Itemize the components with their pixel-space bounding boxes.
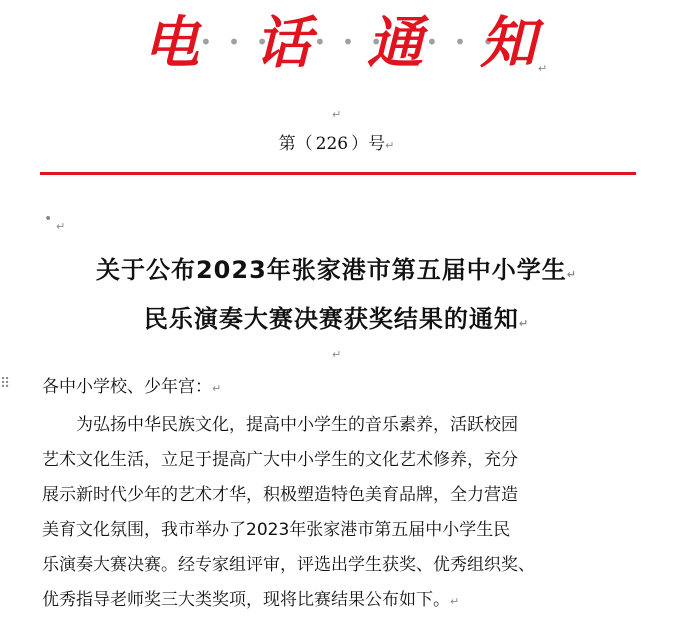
masthead-separator-3: • • •: [426, 30, 500, 54]
paragraph-mark: ↵: [56, 220, 66, 233]
body-line: 优秀指导老师奖三大类奖项，现将比赛结果公布如下。↵: [42, 590, 460, 610]
masthead-char-3: 通: [367, 10, 423, 76]
masthead-char-2: 话: [255, 10, 311, 76]
notice-title-line-1: 关于公布2023年张家港市第五届中小学生↵: [95, 256, 577, 284]
body-paragraph: [42, 408, 632, 619]
paragraph-mark: ↵: [566, 268, 577, 281]
paragraph-mark: ↵: [385, 139, 395, 152]
paragraph-mark: ↵: [212, 382, 222, 395]
drag-handle-icon[interactable]: ⠿: [0, 376, 11, 392]
body-line: 艺术文化生活，立足于提高广大中小学生的文化艺术修养，充分: [42, 450, 518, 470]
issue-number: [0, 132, 673, 158]
salutation: 各中小学校、少年宫：↵: [42, 377, 222, 397]
red-divider-line: [40, 172, 636, 175]
issue-suffix: ）号: [351, 134, 386, 154]
bullet-mark: •: [44, 211, 53, 227]
masthead-char-4: 知: [480, 10, 536, 76]
masthead-char-1: 电: [143, 10, 199, 76]
paragraph-mark: ↵: [518, 317, 530, 330]
body-line: 展示新时代少年的艺术才华，积极塑造特色美育品牌，全力营造: [42, 485, 518, 505]
masthead-separator-2: • • •: [314, 30, 388, 54]
issue-number-value: 226: [315, 134, 349, 154]
paragraph-mark: ↵: [538, 62, 548, 75]
paragraph-mark: ↵: [450, 595, 460, 608]
paragraph-mark: ↵: [332, 348, 342, 361]
body-line: 美育文化氛围，我市举办了2023年张家港市第五届中小学生民: [42, 520, 511, 540]
masthead-separator-1: • • •: [200, 30, 274, 54]
notice-title-line-2: 民乐演奏大赛决赛获奖结果的通知↵: [143, 305, 530, 333]
body-line: 乐演奏大赛决赛。经专家组评审，评选出学生获奖、优秀组织奖、: [42, 555, 535, 575]
body-line: 为弘扬中华民族文化，提高中小学生的音乐素养，活跃校园: [42, 415, 518, 435]
masthead: [0, 8, 673, 78]
paragraph-mark: ↵: [332, 108, 342, 121]
notice-title: [0, 248, 673, 346]
issue-prefix: 第（: [278, 134, 313, 154]
